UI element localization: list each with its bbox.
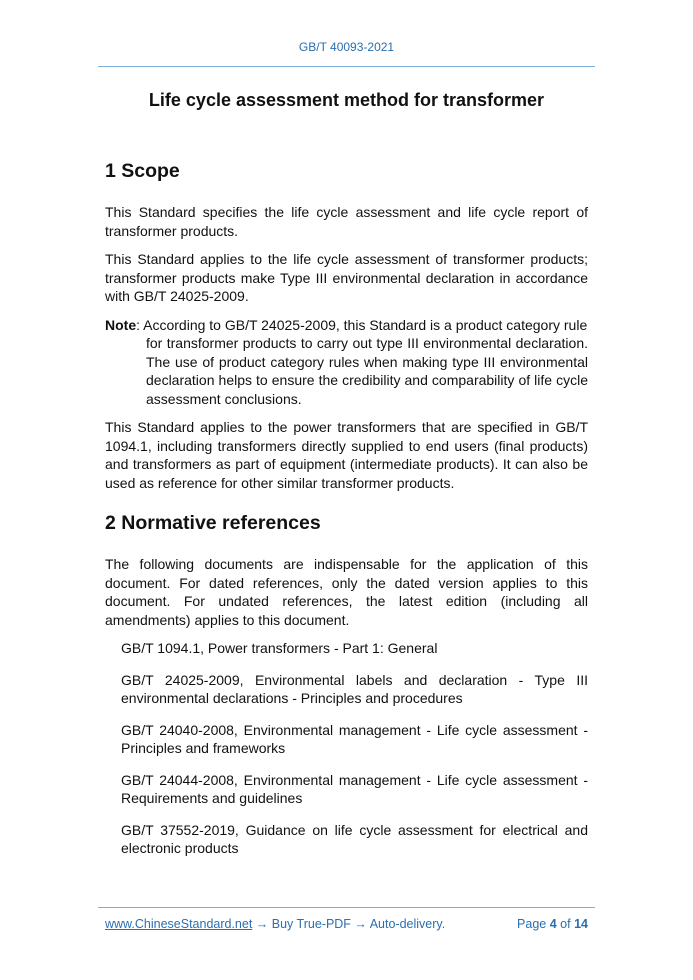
scope-paragraph-3: This Standard applies to the power transformers that are specified in GB/T 1094.1, including transformers directly supplied to end users (final products) and transformers as part of equipment (intermediate products). It can also be used as reference for other similar transformer products. xyxy=(105,419,588,491)
scope-paragraph-2: This Standard applies to the life cycle assessment of transformer products; transformer products make Type III environmental declaration in accordance with GB/T 24025-2009. xyxy=(105,251,588,304)
section-heading-normative-references: 2 Normative references xyxy=(105,512,321,534)
note-text: for transformer products to carry out type III environmental declaration. The use of product category rules when making type III environmental declaration helps to ensure the credibility and comparability of life cycle assessment conclusions. xyxy=(146,335,588,407)
note-label: Note xyxy=(105,316,137,333)
page-footer xyxy=(105,917,588,931)
reference-item: GB/T 24025-2009, Environmental labels and declaration - Type III environmental declarations - Principles and procedures xyxy=(121,671,588,706)
footer-website-link[interactable]: www.ChineseStandard.net xyxy=(105,917,253,931)
reference-item: GB/T 1094.1, Power transformers - Part 1: General xyxy=(121,640,438,656)
document-body xyxy=(105,158,588,871)
section-heading-scope: 1 Scope xyxy=(105,160,180,182)
scope-note xyxy=(105,316,588,409)
footer-promo xyxy=(105,917,445,931)
header-divider xyxy=(98,66,595,67)
document-title: Life cycle assessment method for transformer xyxy=(148,90,545,110)
current-page: 4 xyxy=(549,917,557,931)
page-word: Page xyxy=(517,917,547,931)
page-number xyxy=(517,917,588,931)
of-word: of xyxy=(560,917,571,931)
running-header: GB/T 40093-2021 xyxy=(298,40,395,54)
footer-tagline: → Buy True-PDF → Auto-delivery. xyxy=(252,917,446,931)
total-pages: 14 xyxy=(574,917,588,931)
scope-paragraph-1: This Standard specifies the life cycle assessment and life cycle report of transformer products. xyxy=(105,204,588,239)
footer-divider xyxy=(98,907,595,908)
note-line-1: : According to GB/T 24025-2009, this Standard is a product category rule xyxy=(136,316,588,333)
reference-item: GB/T 24044-2008, Environmental management - Life cycle assessment - Requirements and guidelines xyxy=(121,771,588,806)
reference-item: GB/T 37552-2019, Guidance on life cycle assessment for electrical and electronic products xyxy=(121,821,588,856)
references-intro: The following documents are indispensable for the application of this document. For dated references, only the dated version applies to this document. For undated references, the latest edition (including all amendments) applies to this document. xyxy=(105,556,588,628)
reference-item: GB/T 24040-2008, Environmental management - Life cycle assessment - Principles and frameworks xyxy=(121,721,588,756)
